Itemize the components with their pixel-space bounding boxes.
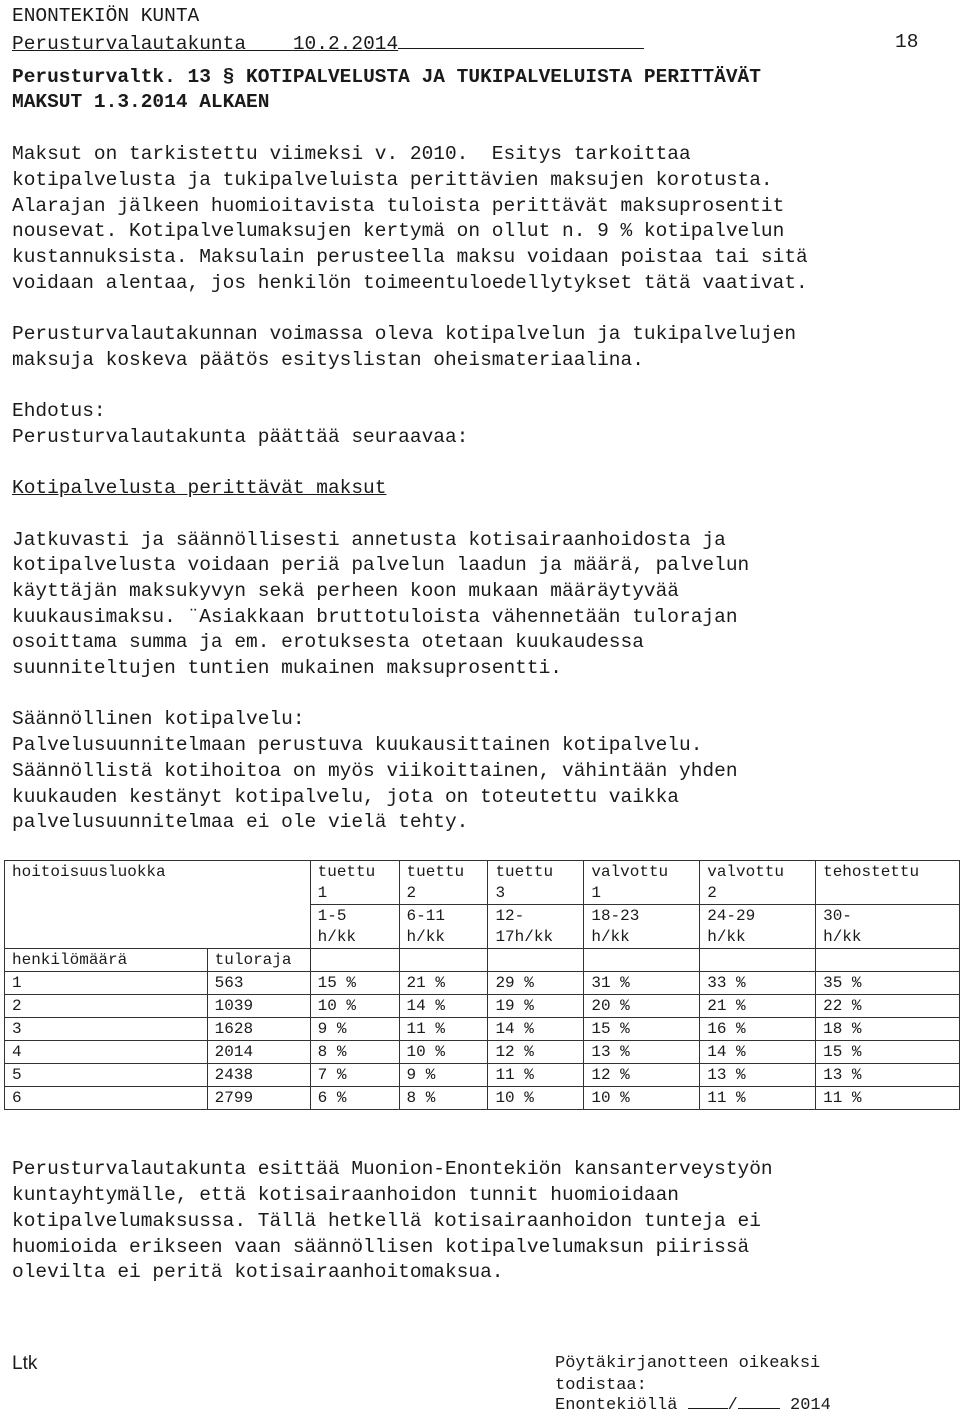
percent-cell: 19 %: [488, 995, 584, 1018]
percent-cell: 22 %: [816, 995, 960, 1018]
certification-place-date: Enontekiöllä / 2014: [555, 1396, 831, 1415]
percent-cell: 11 %: [488, 1064, 584, 1087]
proposal-text: Perusturvalautakunta päättää seuraavaa:: [12, 426, 469, 448]
header-rule: [398, 30, 644, 49]
intro-line: kotipalvelusta ja tukipalveluista perittävien maksujen korotusta.: [12, 169, 773, 191]
closing-line: huomioida erikseen vaan säännöllisen kotipalvelumaksun piirissä: [12, 1236, 750, 1258]
board-name: Perusturvalautakunta: [12, 33, 247, 55]
hours-cell: 12- 17h/kk: [488, 905, 584, 949]
table-header-row: [5, 861, 960, 905]
regular-line: Palvelusuunnitelmaan perustuva kuukausittainen kotipalvelu.: [12, 734, 703, 756]
table-row: [5, 1064, 960, 1087]
percent-cell: 11 %: [399, 1018, 488, 1041]
intro-line: voidaan alentaa, jos henkilön toimeentuloedellytykset tätä vaativat.: [12, 272, 808, 294]
proposal-label: Ehdotus:: [12, 400, 106, 422]
percent-cell: 15 %: [816, 1041, 960, 1064]
class-cell: tuettu 2: [399, 861, 488, 905]
certification-line2: todistaa:: [555, 1376, 647, 1395]
income-limit-cell: 2014: [207, 1041, 310, 1064]
percent-cell: 21 %: [700, 995, 816, 1018]
month-blank: [738, 1394, 780, 1409]
percent-cell: 21 %: [399, 972, 488, 995]
regular-heading: Säännöllinen kotipalvelu:: [12, 708, 305, 730]
certification-line1: Pöytäkirjanotteen oikeaksi: [555, 1354, 821, 1373]
percent-cell: 13 %: [584, 1041, 700, 1064]
section-title: KOTIPALVELUSTA JA TUKIPALVELUISTA PERITTÄVÄT: [246, 66, 761, 88]
regular-line: Säännöllistä kotihoitoa on myös viikoittainen, vähintään yhden: [12, 760, 738, 782]
table-row: [5, 972, 960, 995]
persons-label: henkilömäärä: [5, 949, 208, 972]
class-cell: valvottu 2: [700, 861, 816, 905]
income-limit-cell: 1039: [207, 995, 310, 1018]
percent-cell: 15 %: [584, 1018, 700, 1041]
percent-cell: 31 %: [584, 972, 700, 995]
percent-cell: 10 %: [584, 1087, 700, 1110]
percent-cell: 10 %: [399, 1041, 488, 1064]
income-label: tuloraja: [207, 949, 310, 972]
section-title-line2: MAKSUT 1.3.2014 ALKAEN: [12, 91, 270, 113]
table-row: [5, 1087, 960, 1110]
closing-line: kotipalvelumaksussa. Tällä hetkellä kotisairaanhoidon tunteja ei: [12, 1210, 761, 1232]
percent-cell: 10 %: [310, 995, 399, 1018]
table-row: [5, 995, 960, 1018]
decision-note-line: maksuja koskeva päätös esityslistan oheismateriaalina.: [12, 349, 644, 371]
percent-cell: 12 %: [488, 1041, 584, 1064]
percent-cell: 8 %: [399, 1087, 488, 1110]
persons-cell: 2: [5, 995, 208, 1018]
fees-line: Jatkuvasti ja säännöllisesti annetusta kotisairaanhoidosta ja: [12, 529, 726, 551]
closing-line: olevilta ei peritä kotisairaanhoitomaksua.: [12, 1261, 504, 1283]
table-row: [5, 1018, 960, 1041]
table-label-row: [5, 949, 960, 972]
place-name: Enontekiöllä: [555, 1396, 678, 1415]
percent-cell: 35 %: [816, 972, 960, 995]
hours-cell: 6-11 h/kk: [399, 905, 488, 949]
persons-cell: 4: [5, 1041, 208, 1064]
percent-cell: 29 %: [488, 972, 584, 995]
persons-cell: 5: [5, 1064, 208, 1087]
fees-line: suunniteltujen tuntien mukainen maksuprosentti.: [12, 657, 562, 679]
income-limit-cell: 2438: [207, 1064, 310, 1087]
hours-cell: 24-29 h/kk: [700, 905, 816, 949]
regular-line: kuukauden kestänyt kotipalvelu, jota on toteutettu vaikka: [12, 786, 680, 808]
intro-line: Maksut on tarkistettu viimeksi v. 2010. Esitys tarkoittaa: [12, 143, 691, 165]
percent-cell: 13 %: [816, 1064, 960, 1087]
percent-cell: 14 %: [488, 1018, 584, 1041]
intro-line: kustannuksista. Maksulain perusteella maksu voidaan poistaa tai sitä: [12, 246, 808, 268]
section-ref: Perusturvaltk. 13: [12, 66, 211, 88]
persons-cell: 1: [5, 972, 208, 995]
percent-cell: 10 %: [488, 1087, 584, 1110]
percent-cell: 11 %: [816, 1087, 960, 1110]
percent-cell: 7 %: [310, 1064, 399, 1087]
class-cell: valvottu 1: [584, 861, 700, 905]
fees-line: käyttäjän maksukyvyn sekä perheen koon mukaan määräytyvää: [12, 580, 680, 602]
percent-cell: 14 %: [399, 995, 488, 1018]
class-label-cell: hoitoisuusluokka: [5, 861, 311, 949]
fee-table: [4, 860, 960, 1110]
class-cell: tuettu 1: [310, 861, 399, 905]
section-title-line1: [12, 65, 761, 91]
percent-cell: 15 %: [310, 972, 399, 995]
decision-note-line: Perusturvalautakunnan voimassa oleva kotipalvelun ja tukipalvelujen: [12, 323, 797, 345]
closing-line: Perusturvalautakunta esittää Muonion-Enontekiön kansanterveystyön: [12, 1158, 773, 1180]
percent-cell: 9 %: [399, 1064, 488, 1087]
percent-cell: 13 %: [700, 1064, 816, 1087]
class-cell: tehostettu: [816, 861, 960, 905]
fees-line: osoittama summa ja em. erotuksesta otetaan kuukaudessa: [12, 631, 644, 653]
hours-cell: 1-5 h/kk: [310, 905, 399, 949]
persons-cell: 3: [5, 1018, 208, 1041]
meeting-date: 10.2.2014: [292, 33, 399, 55]
day-blank: [688, 1394, 728, 1409]
board-date-line: [12, 30, 644, 58]
year: 2014: [790, 1396, 831, 1415]
percent-cell: 18 %: [816, 1018, 960, 1041]
class-cell: tuettu 3: [488, 861, 584, 905]
intro-line: Alarajan jälkeen huomioitavista tuloista perittävät maksuprosentit: [12, 195, 785, 217]
income-limit-cell: 1628: [207, 1018, 310, 1041]
percent-cell: 8 %: [310, 1041, 399, 1064]
fees-line: kuukausimaksu. ¨Asiakkaan bruttotuloista vähennetään tulorajan: [12, 606, 738, 628]
intro-line: nousevat. Kotipalvelumaksujen kertymä on ollut n. 9 % kotipalvelun: [12, 220, 785, 242]
percent-cell: 9 %: [310, 1018, 399, 1041]
persons-cell: 6: [5, 1087, 208, 1110]
municipality-name: ENONTEKIÖN KUNTA: [12, 5, 200, 27]
footer-initials: Ltk: [12, 1353, 38, 1374]
percent-cell: 11 %: [700, 1087, 816, 1110]
paragraph-symbol-icon: §: [222, 66, 235, 88]
table-row: [5, 1041, 960, 1064]
percent-cell: 12 %: [584, 1064, 700, 1087]
page-number: 18: [895, 31, 919, 53]
percent-cell: 16 %: [700, 1018, 816, 1041]
income-limit-cell: 2799: [207, 1087, 310, 1110]
percent-cell: 6 %: [310, 1087, 399, 1110]
percent-cell: 33 %: [700, 972, 816, 995]
percent-cell: 14 %: [700, 1041, 816, 1064]
closing-line: kuntayhtymälle, että kotisairaanhoidon tunnit huomioidaan: [12, 1184, 680, 1206]
income-limit-cell: 563: [207, 972, 310, 995]
fees-line: kotipalvelusta voidaan periä palvelun laadun ja määrä, palvelun: [12, 554, 750, 576]
hours-cell: 30- h/kk: [816, 905, 960, 949]
fees-heading: Kotipalvelusta perittävät maksut: [12, 477, 387, 499]
percent-cell: 20 %: [584, 995, 700, 1018]
hours-cell: 18-23 h/kk: [584, 905, 700, 949]
regular-line: palvelusuunnitelmaa ei ole vielä tehty.: [12, 811, 469, 833]
